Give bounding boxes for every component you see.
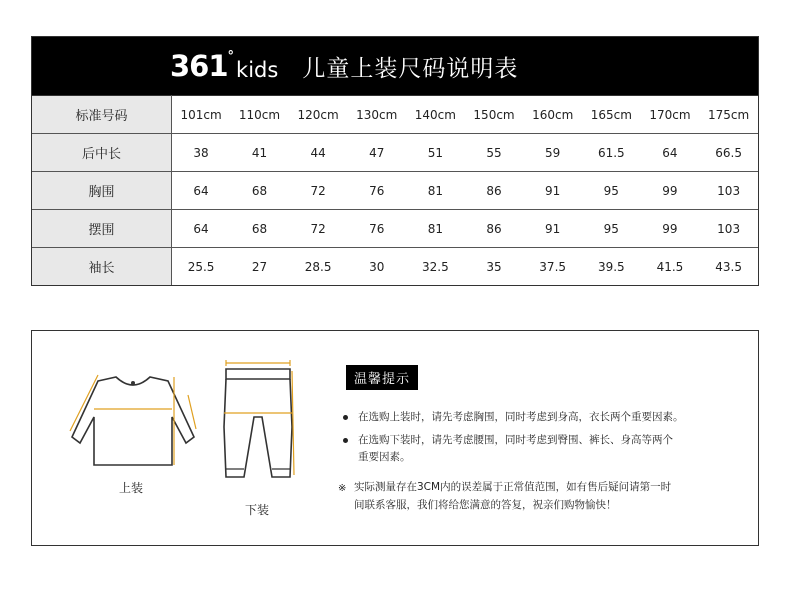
brand-logo [170, 48, 279, 83]
table-cell: 64 [172, 172, 231, 210]
table-cell: 44 [289, 134, 348, 172]
table-cell: 170cm [641, 96, 700, 134]
table-cell: 64 [172, 210, 231, 248]
table-cell: 103 [699, 172, 758, 210]
table-cell: 103 [699, 210, 758, 248]
table-cell: 28.5 [289, 248, 348, 286]
table-cell: 76 [347, 210, 406, 248]
table-cell: 150cm [465, 96, 524, 134]
tips-panel [31, 330, 759, 546]
page-title: 儿童上装尺码说明表 [302, 55, 519, 82]
table-cell: 41 [230, 134, 289, 172]
note-line2: 间联系客服，我们将给您满意的答复，祝亲们购物愉快！ [354, 499, 617, 511]
table-cell: 39.5 [582, 248, 641, 286]
bullet-icon [343, 438, 348, 443]
table-cell: 81 [406, 172, 465, 210]
row-label: 摆围 [32, 210, 172, 248]
note-line1: 实际测量存在3CM内的误差属于正常值范围，如有售后疑问请第一时 [354, 481, 672, 493]
tips-title: 温馨提示 [346, 365, 418, 390]
table-cell: 37.5 [523, 248, 582, 286]
table-row [32, 172, 758, 210]
table-cell: 95 [582, 172, 641, 210]
row-label: 袖长 [32, 248, 172, 286]
table-row [32, 248, 758, 286]
tip-bottom-line1: 在选购下装时，请先考虑腰围，同时考虑到臀围、裤长、身高等两个 [358, 434, 673, 446]
table-cell: 41.5 [641, 248, 700, 286]
table-cell: 30 [347, 248, 406, 286]
table-cell: 72 [289, 210, 348, 248]
table-cell: 55 [465, 134, 524, 172]
bullet-icon [343, 415, 348, 420]
table-cell: 99 [641, 210, 700, 248]
table-cell: 86 [465, 210, 524, 248]
table-cell: 38 [172, 134, 231, 172]
table-cell: 68 [230, 210, 289, 248]
tip-top: 在选购上装时，请先考虑胸围，同时考虑到身高，衣长两个重要因素。 [358, 411, 684, 423]
tip-bottom-line2: 重要因素。 [358, 451, 411, 463]
table-cell: 81 [406, 210, 465, 248]
table-cell: 25.5 [172, 248, 231, 286]
table-cell: 66.5 [699, 134, 758, 172]
table-cell: 61.5 [582, 134, 641, 172]
table-cell: 140cm [406, 96, 465, 134]
table-cell: 160cm [523, 96, 582, 134]
table-cell: 35 [465, 248, 524, 286]
top-garment-label: 上装 [119, 481, 144, 495]
table-cell: 51 [406, 134, 465, 172]
bottom-garment-icon [218, 357, 298, 483]
table-cell: 76 [347, 172, 406, 210]
table-cell: 95 [582, 210, 641, 248]
table-cell: 59 [523, 134, 582, 172]
table-cell: 72 [289, 172, 348, 210]
logo-kids: kids [236, 57, 279, 82]
table-cell: 32.5 [406, 248, 465, 286]
row-label: 后中长 [32, 134, 172, 172]
size-chart [31, 36, 759, 286]
table-cell: 110cm [230, 96, 289, 134]
top-garment-icon [68, 373, 198, 473]
bottom-garment-label: 下装 [245, 503, 270, 517]
table-cell: 86 [465, 172, 524, 210]
table-cell: 91 [523, 210, 582, 248]
note-mark-icon: ※ [338, 483, 347, 494]
table-cell: 68 [230, 172, 289, 210]
table-cell: 27 [230, 248, 289, 286]
row-label: 标准号码 [32, 96, 172, 134]
table-cell: 101cm [172, 96, 231, 134]
table-cell: 165cm [582, 96, 641, 134]
table-cell: 47 [347, 134, 406, 172]
table-cell: 64 [641, 134, 700, 172]
table-cell: 43.5 [699, 248, 758, 286]
table-row [32, 96, 758, 134]
logo-degree: ° [227, 48, 235, 64]
logo-number: 361 [170, 48, 228, 83]
table-cell: 99 [641, 172, 700, 210]
header-bar [32, 37, 758, 95]
table-cell: 175cm [699, 96, 758, 134]
size-table [32, 95, 758, 285]
table-row [32, 210, 758, 248]
table-cell: 120cm [289, 96, 348, 134]
table-row [32, 134, 758, 172]
table-cell: 130cm [347, 96, 406, 134]
table-cell: 91 [523, 172, 582, 210]
row-label: 胸围 [32, 172, 172, 210]
